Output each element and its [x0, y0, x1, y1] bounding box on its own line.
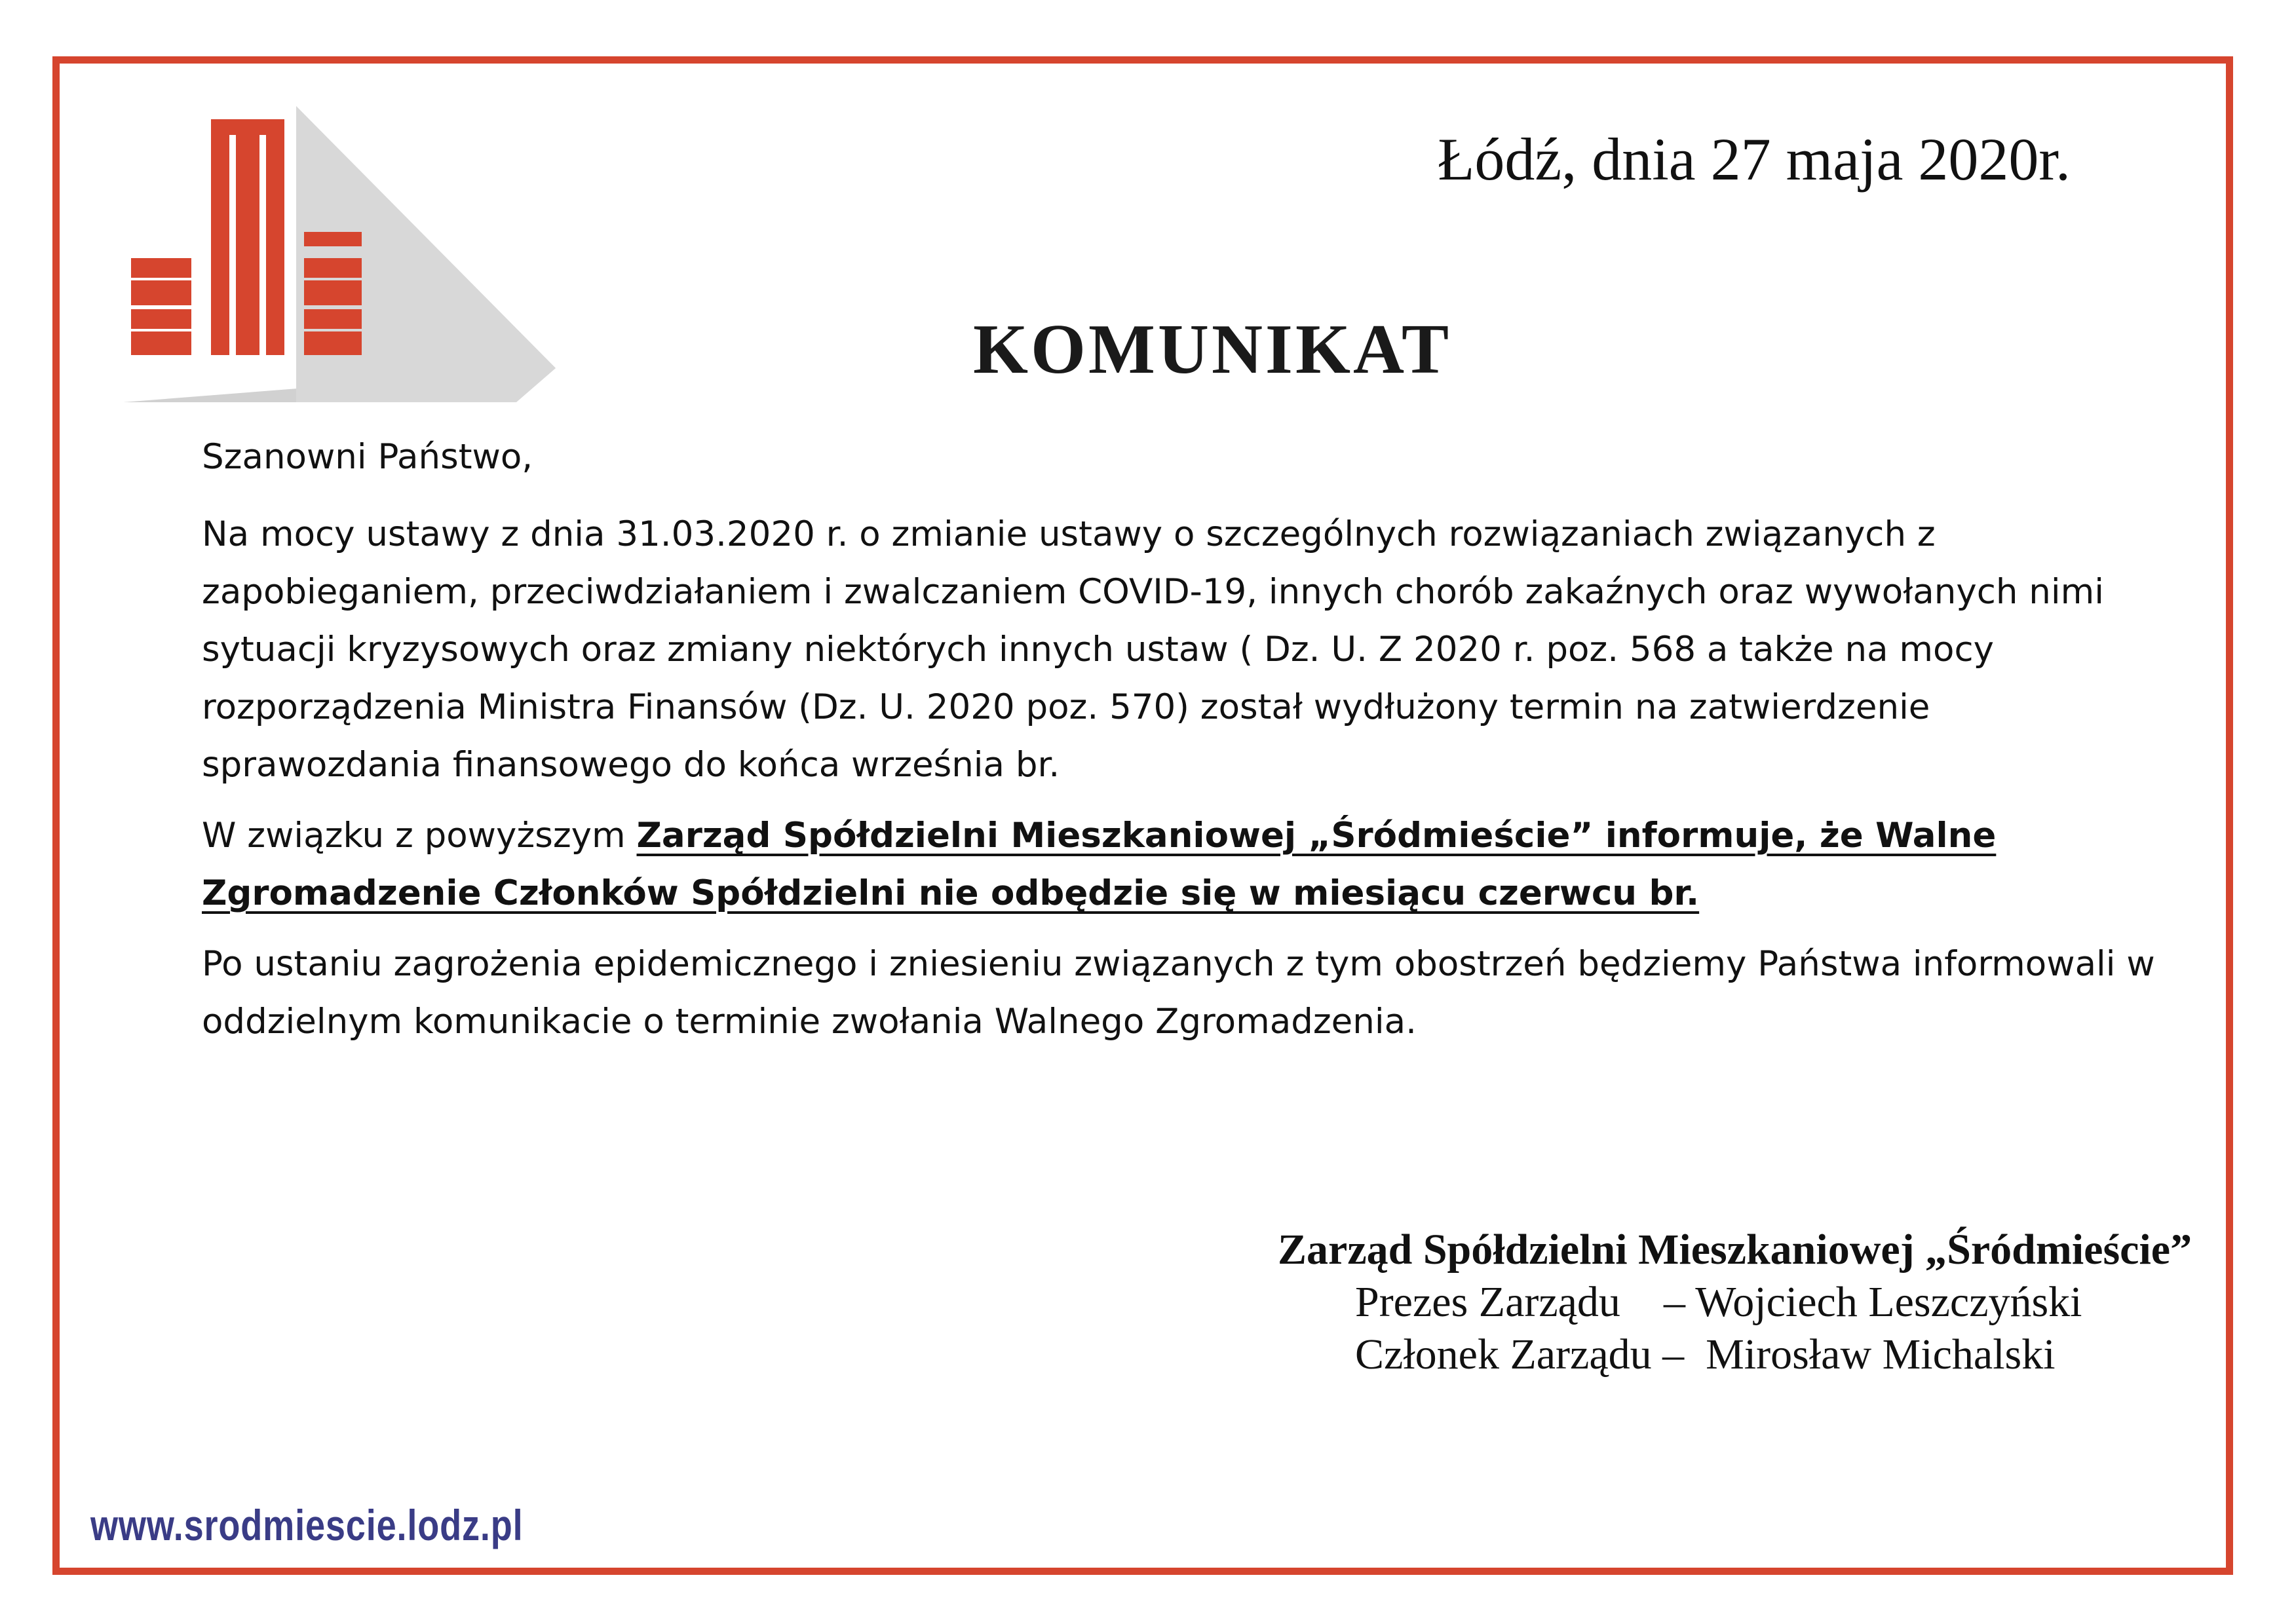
logo-bar [131, 309, 191, 329]
signature-role: Prezes Zarządu [1355, 1278, 1620, 1326]
logo-bar [211, 119, 284, 135]
logo-bar [236, 119, 259, 355]
sms-logo [123, 106, 556, 402]
signature-organization: Zarząd Spółdzielni Mieszkaniowej „Śródmieście” [1278, 1226, 2192, 1274]
signature-block [1278, 1224, 2208, 1381]
paragraph-followup: Po ustaniu zagrożenia epidemicznego i zniesieniu związanych z tym obostrzeń będziemy Państwa informowali w oddzielnym komunikacie o terminie zwołania Walnego Zgromadzenia. [202, 944, 2155, 1042]
signature-role: Członek Zarządu [1355, 1331, 1652, 1378]
greeting: Szanowni Państwo, [202, 437, 533, 477]
website-link[interactable]: www.srodmiescie.lodz.pl [90, 1501, 524, 1549]
announcement-emphasis: Zarząd Spółdzielni Mieszkaniowej „Śródmieście” informuje, że Walne Zgromadzenie Członków Spółdzielni nie odbędzie się w miesiącu czerwcu br. [202, 816, 1997, 913]
page-title: KOMUNIKAT [973, 311, 1451, 388]
date-line: Łódź, dnia 27 maja 2020r. [1438, 126, 2071, 193]
logo-bar [266, 119, 284, 355]
logo-shadow-fade [296, 106, 556, 402]
logo-bar [211, 119, 229, 355]
signature-person: Wojciech Leszczyński [1695, 1278, 2082, 1326]
paragraph-announcement [202, 807, 2161, 922]
logo-bar [304, 232, 362, 246]
paragraph-legal-basis: Na mocy ustawy z dnia 31.03.2020 r. o zmianie ustawy o szczególnych rozwiązaniach związanych z zapobieganiem, przeciwdziałaniem i zwalczaniem COVID-19, innych chorób zakaźnych oraz wywołanych nimi sytuacji kryzysowych oraz zmiany niektórych innych ustaw ( Dz. U. Z 2020 r. poz. 568 a także na mocy rozporządzenia Ministra Finansów (Dz. U. 2020 poz. 570) został wydłużony termin na zatwierdzenie sprawozdania finansowego do końca września br. [202, 514, 2104, 785]
logo-bar [304, 280, 362, 305]
signature-person: Mirosław Michalski [1706, 1331, 2056, 1378]
announcement-body [202, 428, 2161, 1064]
signature-row-member: Członek Zarządu – Mirosław Michalski [1355, 1331, 2056, 1378]
logo-bar [131, 280, 191, 305]
logo-bar [304, 331, 362, 355]
logo-bar [304, 309, 362, 329]
logo-bar [304, 258, 362, 278]
logo-bar [131, 331, 191, 355]
signature-row-president: Prezes Zarządu – Wojciech Leszczyński [1355, 1278, 2082, 1326]
logo-bar [131, 258, 191, 278]
paragraph-intro: W związku z powyższym [202, 816, 626, 856]
